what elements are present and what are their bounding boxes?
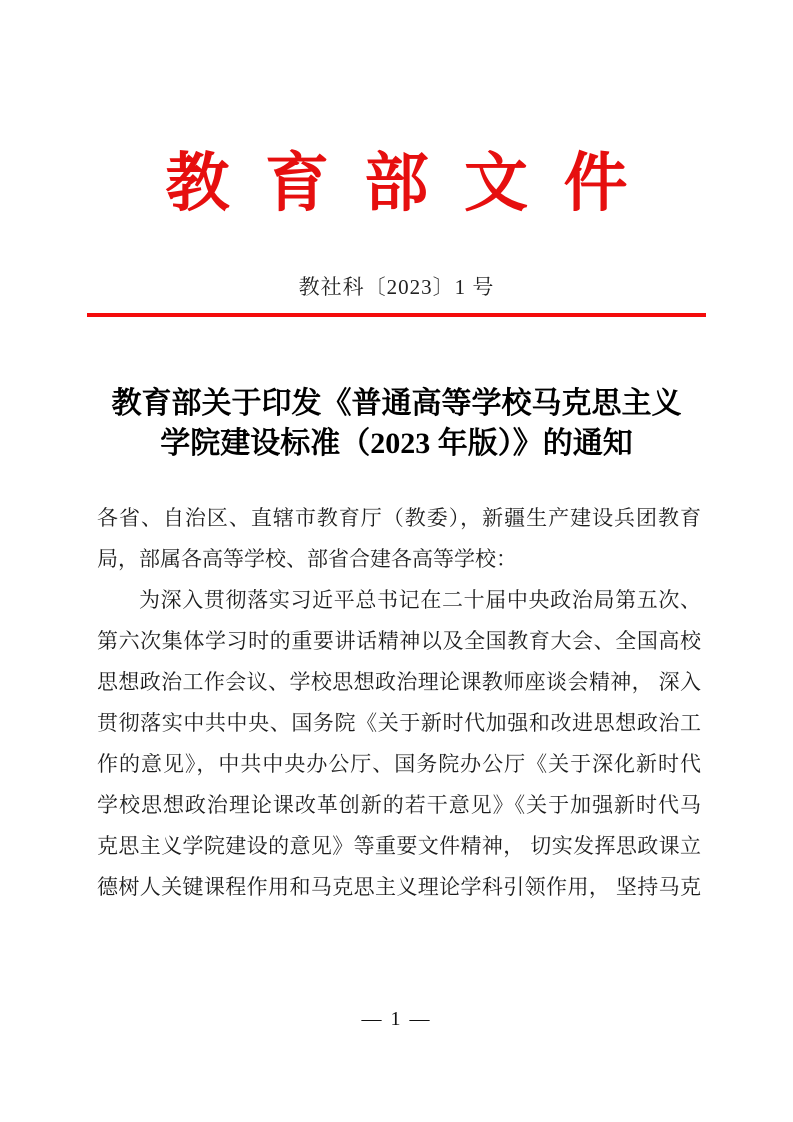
letterhead-char: 部: [364, 148, 429, 219]
red-divider-line: [87, 313, 706, 317]
document-letterhead: [0, 150, 793, 218]
body-line: 第六次集体学习时的重要讲话精神以及全国教育大会、全国高校: [97, 629, 701, 653]
document-title-line-1: 教育部关于印发《普通高等学校马克思主义: [111, 387, 682, 420]
document-body: [97, 498, 701, 908]
body-line: 贯彻落实中共中央、国务院《关于新时代加强和改进思想政治工: [97, 711, 701, 735]
body-line: 作的意见》，中共中央办公厅、国务院办公厅《关于深化新时代: [97, 752, 701, 776]
document-title-line-2: 学院建设标准（2023 年版）》的通知: [160, 427, 633, 460]
letterhead-char: 文: [464, 148, 528, 219]
body-line: 思想政治工作会议、学校思想政治理论课教师座谈会精神， 深入: [97, 670, 701, 694]
body-line: 学校思想政治理论课改革创新的若干意见》《关于加强新时代马: [97, 793, 701, 817]
body-line: 克思主义学院建设的意见》等重要文件精神， 切实发挥思政课立: [97, 834, 701, 858]
document-number: 教社科〔2023〕1 号: [298, 275, 495, 299]
body-line: 各省、自治区、直辖市教育厅（教委），新疆生产建设兵团教育: [97, 506, 701, 530]
page-number: — 1 —: [361, 1008, 432, 1030]
document-title: [60, 384, 733, 464]
letterhead-char: 教: [165, 148, 230, 219]
body-line: 局，部属各高等学校、部省合建各高等学校：: [97, 547, 517, 571]
letterhead-title: [166, 150, 628, 218]
letterhead-char: 育: [265, 148, 329, 219]
body-line: 德树人关键课程作用和马克思主义理论学科引领作用， 坚持马克: [97, 875, 701, 899]
letterhead-char: 件: [563, 148, 628, 219]
body-line: 为深入贯彻落实习近平总书记在二十届中央政治局第五次、: [139, 588, 701, 612]
